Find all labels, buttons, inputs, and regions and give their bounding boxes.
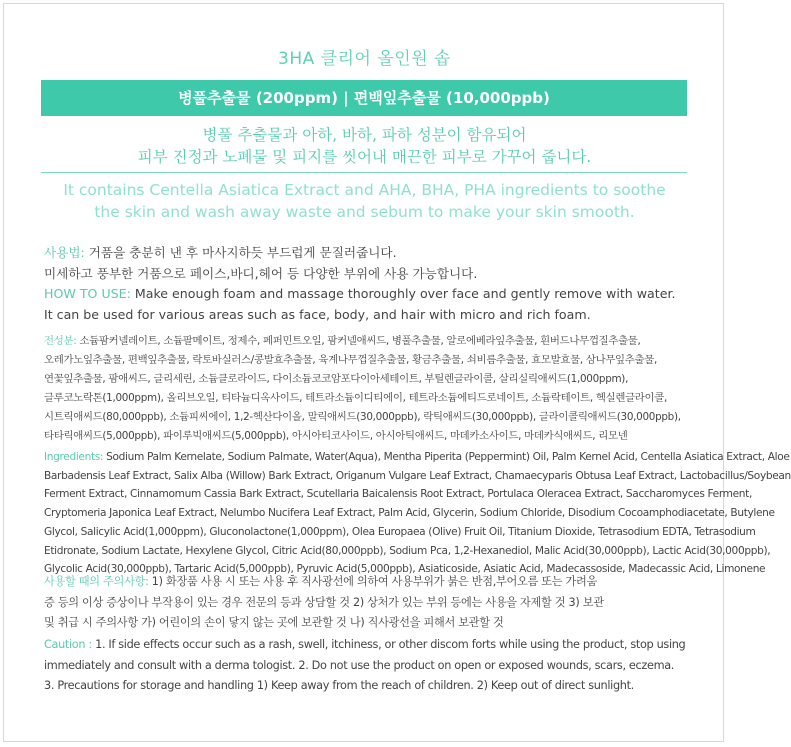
ingredients-en-section [44, 448, 791, 579]
ingredients-en-label: Ingredients: [44, 451, 104, 463]
ingredients-ko-line: 오레가노잎추출물, 편백잎추출물, 락토바실러스/콩발효추출물, 육계나무껍질추출물, 황금추출물, 쇠비름추출물, 효모발효물, 삼나무잎추출물, [44, 354, 658, 366]
usage-en-label: HOW TO USE: [44, 286, 131, 301]
ingredients-en-line: Glycol, Salicylic Acid(1,000ppm), Gluconolactone(1,000ppm), Olea Europaea (Olive) Fruit Oil, Titanium Dioxide, Tetrasodium EDTA, Tetrasodium [44, 525, 756, 538]
usage-en-text: Make enough foam and massage thoroughly over face and gently remove with water. [130, 286, 676, 301]
caution-ko-line: 증 등의 이상 증상이나 부작용이 있는 경우 전문의 등과 상담할 것 2) 상처가 있는 부위 등에는 사용을 자제할 것 3) 보관 [44, 595, 604, 609]
korean-description-line: 병풀 추출물과 아하, 바하, 파하 성분이 함유되어 [202, 126, 527, 144]
korean-description-line: 피부 진정과 노폐물 및 피지를 씻어내 매끈한 피부로 가꾸어 줍니다. [137, 148, 592, 166]
ingredients-ko-line [44, 332, 704, 351]
caution-ko-line: 및 취급 시 주의사항 가) 어린이의 손이 닿지 않는 곳에 보관할 것 나) 직사광선을 피해서 보관할 것 [44, 616, 504, 629]
ingredients-en-line: Ferment Extract, Cinnamomum Cassia Bark Extract, Scutellaria Baicalensis Root Extract, Portulaca Oleracea Extract, Saccharomyces Ferment, [44, 488, 752, 501]
ingredients-en-line: Glycolic Acid(30,000ppb), Tartaric Acid(5,000ppb), Pyruvic Acid(5,000ppb), Asiaticoside, Asiatic Acid, Madecassoside, Madecassic Acid, Limonene [44, 563, 766, 576]
key-ingredients-band: 병풀추출물 (200ppm) | 편백잎추출물 (10,000ppb) [41, 80, 687, 116]
caution-en-line: immediately and consult with a derma tologist. 2. Do not use the product on open or exposed wounds, scars, eczema. [44, 658, 675, 672]
usage-en-line [44, 284, 704, 305]
ingredients-ko-line: 연꽃잎추출물, 팜애씨드, 글리세린, 소듐클로라이드, 다이소듐코코암포다이아세테이트, 부틸렌글라이콜, 살리실릭애씨드(1,000ppm), [44, 373, 629, 385]
ingredients-en-line [44, 448, 790, 467]
usage-ko-line [44, 243, 704, 264]
ingredients-ko-section [44, 332, 704, 446]
ingredients-en-text: Sodium Palm Kernelate, Sodium Palmate, Water(Aqua), Mentha Piperita (Peppermint) Oil, Palm Kernel Acid, Centella Asiatica Extract, Aloe [103, 451, 790, 463]
caution-ko-label: 사용할 때의 주의사항: [44, 575, 149, 588]
english-description-line: the skin and wash away waste and sebum to make your skin smooth. [94, 203, 635, 221]
product-title: 3HA 클리어 올인원 솝 [278, 49, 451, 69]
ingredients-en-line: Cryptomeria Japonica Leaf Extract, Nelumbo Nucifera Leaf Extract, Palm Acid, Glycerin, Sodium Chloride, Disodium Cocoamphodiacetate, Butylene [44, 507, 775, 520]
ingredients-ko-text: 소듐팜커넬레이트, 소듐팔메이트, 정제수, 페퍼민트오일, 팜커넬애씨드, 병풀추출물, 알로에베라잎추출물, 흰버드나무껍질추출물, [76, 335, 641, 347]
usage-ko-label: 사용법: [44, 245, 85, 260]
divider-line [41, 172, 687, 173]
usage-ko-text: 거품을 충분히 낸 후 마사지하듯 부드럽게 문질러줍니다. [84, 245, 397, 260]
caution-ko-line [44, 572, 704, 593]
english-description [0, 179, 729, 223]
ingredients-ko-line: 글루코노락톤(1,000ppm), 올리브오일, 티타늄디옥사이드, 테트라소듐이디티에이, 테트라소듐에티드로네이트, 소듐락테이트, 헥실렌글라이콜, [44, 392, 668, 404]
ingredients-en-line: Barbadensis Leaf Extract, Salix Alba (Willow) Bark Extract, Origanum Vulgare Leaf Extract, Chamaecyparis Obtusa Leaf Extract, Lactobacillus/Soybean [44, 469, 791, 482]
korean-description [0, 124, 729, 168]
caution-en-section [44, 635, 704, 697]
caution-ko-section [44, 572, 704, 634]
english-description-line: It contains Centella Asiatica Extract and AHA, BHA, PHA ingredients to soothe [63, 181, 666, 199]
ingredients-en-line: Etidronate, Sodium Lactate, Hexylene Glycol, Citric Acid(80,000ppb), Sodium Pca, 1,2-Hexanediol, Malic Acid(30,000ppb), Lactic Acid(30,000ppb), [44, 544, 771, 557]
caution-en-label: Caution : [44, 638, 92, 651]
ingredients-ko-line: 시트릭애씨드(80,000ppb), 소듐피씨에이, 1,2-헥산다이올, 말릭애씨드(30,000ppb), 락틱애씨드(30,000ppb), 글라이콜릭애씨드(30,000ppb), [44, 411, 681, 423]
ingredients-ko-line: 타타릭애씨드(5,000ppb), 파이루빅애씨드(5,000ppb), 아시아티코사이드, 아시아틱애씨드, 마데카소사이드, 마데카식애씨드, 리모넨 [44, 430, 628, 442]
ingredients-ko-label: 전성분: [44, 335, 77, 347]
usage-ko-line: 미세하고 풍부한 거품으로 페이스,바디,헤어 등 다양한 부위에 사용 가능합니다. [44, 265, 478, 281]
usage-section [44, 243, 704, 325]
caution-ko-text: 1) 화장품 사용 시 또는 사용 후 직사광선에 의하여 사용부위가 붉은 반점,부어오름 또는 가려움 [148, 575, 598, 588]
caution-en-line: 3. Precautions for storage and handling 1) Keep away from the reach of children. 2) Keep out of direct sunlight. [44, 679, 634, 692]
usage-en-line: It can be used for various areas such as face, body, and hair with micro and rich foam. [44, 306, 591, 322]
caution-en-text: 1. If side effects occur such as a rash, swell, itchiness, or other discom forts while using the product, stop using [91, 638, 686, 651]
caution-en-line [44, 635, 704, 656]
